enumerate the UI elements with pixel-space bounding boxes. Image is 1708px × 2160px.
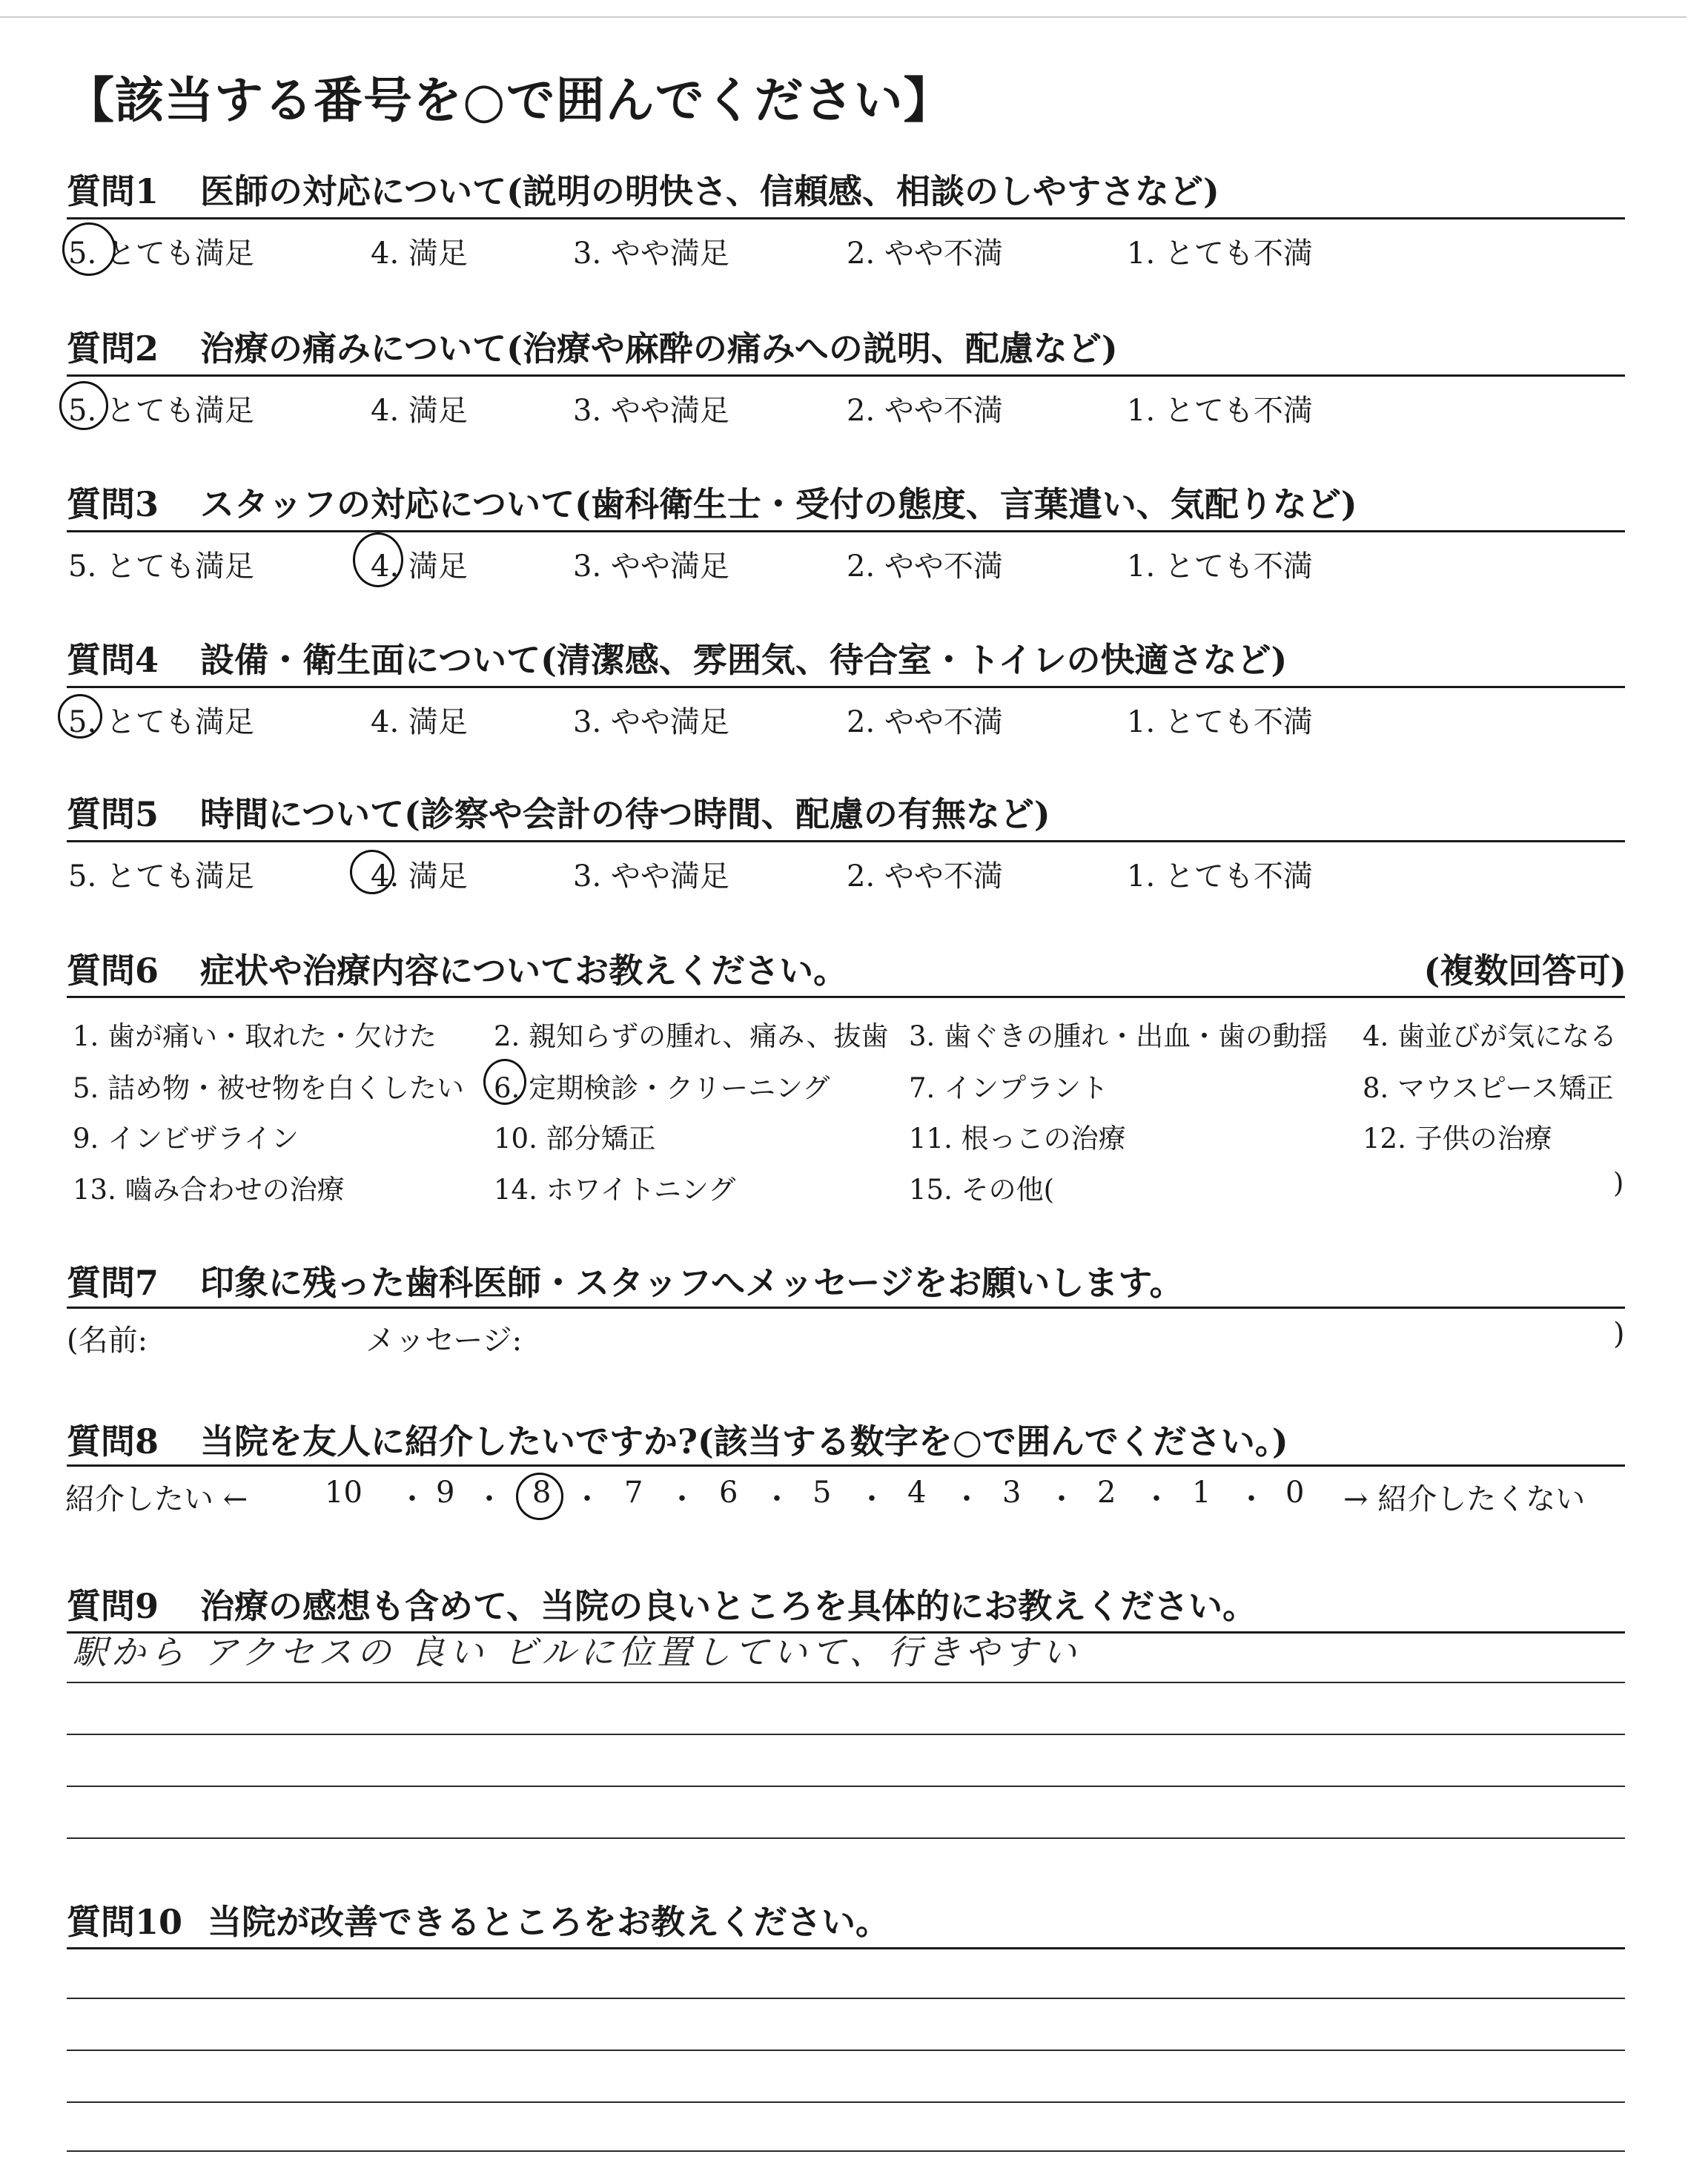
q6-item-14[interactable]: 14. ホワイトニング: [494, 1174, 736, 1206]
question-7-text: 印象に残った歯科医師・スタッフへメッセージをお願いします。: [200, 1263, 1184, 1303]
question-2-number: 質問2: [67, 328, 159, 369]
question-6-number: 質問6: [67, 951, 159, 991]
q3-option-1[interactable]: 1. とても不満: [1127, 549, 1313, 584]
q8-sep: ・: [474, 1482, 504, 1516]
question-2-title: [67, 322, 1118, 371]
q8-sep: ・: [762, 1482, 792, 1516]
q7-close-paren: ): [1613, 1317, 1625, 1351]
question-4-text: 設備・衛生面について(清潔感、雰囲気、待合室・トイレの快適さなど): [200, 640, 1288, 680]
q8-score-9[interactable]: 9: [436, 1476, 455, 1510]
q8-sep: ・: [667, 1482, 697, 1516]
question-6-text: 症状や治療内容についてお教えください。: [200, 951, 848, 991]
question-10-text: 当院が改善できるところをお教えください。: [208, 1902, 890, 1942]
q6-item-3[interactable]: 3. 歯ぐきの腫れ・出血・歯の動揺: [909, 1020, 1328, 1052]
question-5-number: 質問5: [67, 794, 159, 834]
q6-item-5[interactable]: 5. 詰め物・被せ物を白くしたい: [73, 1072, 465, 1104]
q6-item-2[interactable]: 2. 親知らずの腫れ、痛み、抜歯: [494, 1020, 889, 1052]
q3-selection-circle: [353, 532, 403, 587]
q6-item-11[interactable]: 11. 根っこの治療: [909, 1123, 1126, 1155]
q6-item-4[interactable]: 4. 歯並びが気になる: [1363, 1020, 1618, 1052]
q10-answer-line[interactable]: [67, 2050, 1625, 2051]
question-6-multiple-answer-note: (複数回答可): [1423, 951, 1626, 991]
q8-selection-circle: [516, 1473, 563, 1520]
q2-selection-circle: [59, 381, 108, 430]
q1-option-1[interactable]: 1. とても不満: [1127, 237, 1313, 271]
question-8-title: [67, 1415, 1288, 1464]
q8-sep: ・: [397, 1482, 427, 1516]
q6-item-6[interactable]: 6. 定期検診・クリーニング: [494, 1072, 830, 1104]
q10-answer-line[interactable]: [67, 2101, 1625, 2103]
question-6-rule: [67, 996, 1625, 998]
q4-option-2[interactable]: 2. やや不満: [847, 705, 1003, 739]
question-9-number: 質問9: [67, 1586, 159, 1626]
q8-sep: ・: [1237, 1482, 1266, 1516]
question-7-number: 質問7: [67, 1263, 159, 1303]
q2-option-5[interactable]: 5. とても満足: [68, 394, 254, 428]
q6-item-8[interactable]: 8. マウスピース矯正: [1363, 1072, 1614, 1104]
q9-answer-line[interactable]: [67, 1837, 1625, 1839]
question-3-rule: [67, 530, 1625, 532]
q2-option-3[interactable]: 3. やや満足: [573, 394, 729, 428]
q3-option-2[interactable]: 2. やや不満: [847, 549, 1003, 584]
q5-option-5[interactable]: 5. とても満足: [68, 859, 254, 894]
question-7-rule: [67, 1307, 1625, 1309]
q6-item-1[interactable]: 1. 歯が痛い・取れた・欠けた: [73, 1020, 437, 1052]
q6-other-close-paren: ): [1613, 1167, 1624, 1199]
q5-selection-circle: [350, 850, 394, 894]
q2-option-2[interactable]: 2. やや不満: [847, 394, 1003, 428]
question-1-rule: [67, 217, 1625, 219]
q8-score-0[interactable]: 0: [1285, 1476, 1305, 1510]
question-2-rule: [67, 374, 1625, 377]
question-3-text: スタッフの対応について(歯科衛生士・受付の態度、言葉遣い、気配りなど): [200, 484, 1357, 524]
question-5-title: [67, 787, 1050, 836]
q10-answer-line[interactable]: [67, 1998, 1625, 1999]
q8-sep: ・: [572, 1482, 602, 1516]
q6-item-15[interactable]: 15. その他(: [909, 1174, 1055, 1206]
page-top-edge: [0, 16, 1687, 18]
q6-item-9[interactable]: 9. インビザライン: [73, 1123, 299, 1155]
q8-sep: ・: [1142, 1482, 1171, 1516]
question-1-title: [67, 165, 1219, 214]
q2-option-4[interactable]: 4. 満足: [371, 394, 468, 428]
q3-option-5[interactable]: 5. とても満足: [68, 549, 254, 584]
question-1-number: 質問1: [67, 171, 159, 211]
q8-left-label: 紹介したい ←: [65, 1482, 248, 1516]
question-10-title: [67, 1895, 890, 1944]
q8-score-1[interactable]: 1: [1192, 1476, 1211, 1510]
q8-score-6[interactable]: 6: [719, 1476, 738, 1510]
question-8-rule: [67, 1464, 1625, 1467]
question-9-text: 治療の感想も含めて、当院の良いところを具体的にお教えください。: [200, 1586, 1257, 1626]
q9-answer-line[interactable]: [67, 1682, 1625, 1683]
q8-score-5[interactable]: 5: [812, 1476, 832, 1510]
q6-item-10[interactable]: 10. 部分矯正: [494, 1123, 656, 1155]
question-10-number: 質問10: [67, 1902, 183, 1942]
q5-option-2[interactable]: 2. やや不満: [847, 859, 1003, 894]
q8-score-4[interactable]: 4: [907, 1476, 927, 1510]
question-4-title: [67, 633, 1287, 682]
q1-selection-circle: [62, 222, 116, 276]
question-10-rule: [67, 1947, 1625, 1949]
q1-option-5[interactable]: 5. とても満足: [68, 237, 254, 271]
question-7-title: [67, 1256, 1184, 1305]
question-5-rule: [67, 840, 1625, 842]
question-8-text: 当院を友人に紹介したいですか?(該当する数字を○で囲んでください。): [200, 1421, 1288, 1462]
q8-score-3[interactable]: 3: [1002, 1476, 1022, 1510]
form-title: 【該当する番号を○で囲んでください】: [65, 71, 953, 129]
question-3-number: 質問3: [67, 484, 159, 524]
q7-message-label: メッセージ:: [365, 1324, 523, 1358]
q9-answer-line[interactable]: [67, 1786, 1625, 1787]
q6-item-13[interactable]: 13. 嚙み合わせの治療: [73, 1174, 345, 1206]
question-8-number: 質問8: [67, 1421, 159, 1462]
question-5-text: 時間について(診察や会計の待つ時間、配慮の有無など): [200, 794, 1050, 834]
question-2-text: 治療の痛みについて(治療や麻酔の痛みへの説明、配慮など): [200, 328, 1118, 369]
q9-answer-line[interactable]: [67, 1734, 1625, 1735]
question-3-title: [67, 478, 1357, 526]
q8-score-2[interactable]: 2: [1097, 1476, 1116, 1510]
q4-option-5[interactable]: 5. とても満足: [68, 705, 254, 739]
q2-option-1[interactable]: 1. とても不満: [1127, 394, 1313, 428]
q4-option-4[interactable]: 4. 満足: [371, 705, 468, 739]
q4-option-3[interactable]: 3. やや満足: [573, 705, 729, 739]
question-1-text: 医師の対応について(説明の明快さ、信頼感、相談のしやすさなど): [200, 171, 1219, 211]
q9-handwritten-answer: 駅から アクセスの 良い ビルに位置していて、行きやすい: [73, 1632, 1081, 1672]
q1-option-4[interactable]: 4. 満足: [371, 237, 468, 271]
q8-score-7[interactable]: 7: [624, 1476, 643, 1510]
q8-sep: ・: [857, 1482, 887, 1516]
q7-name-label: (名前:: [67, 1324, 148, 1358]
q10-answer-line[interactable]: [67, 2150, 1625, 2152]
question-9-title: [67, 1579, 1257, 1628]
q8-score-10[interactable]: 10: [325, 1476, 363, 1510]
question-4-rule: [67, 686, 1625, 688]
q4-option-1[interactable]: 1. とても不満: [1127, 705, 1313, 739]
q4-selection-circle: [58, 694, 102, 739]
q5-option-3[interactable]: 3. やや満足: [573, 859, 729, 894]
q6-selection-circle: [483, 1059, 526, 1105]
q6-item-7[interactable]: 7. インプラント: [909, 1072, 1109, 1104]
q3-option-4[interactable]: 4. 満足: [371, 549, 468, 584]
q8-sep: ・: [952, 1482, 982, 1516]
q5-option-4[interactable]: 4. 満足: [371, 859, 468, 894]
q8-sep: ・: [1047, 1482, 1076, 1516]
q8-right-label: → 紹介したくない: [1343, 1482, 1586, 1516]
q1-option-3[interactable]: 3. やや満足: [573, 237, 729, 271]
question-6-title: [67, 944, 847, 993]
q3-option-3[interactable]: 3. やや満足: [573, 549, 729, 584]
q1-option-2[interactable]: 2. やや不満: [847, 237, 1003, 271]
q6-item-12[interactable]: 12. 子供の治療: [1363, 1123, 1552, 1155]
q8-score-8[interactable]: 8: [532, 1476, 552, 1510]
question-4-number: 質問4: [67, 640, 159, 680]
q5-option-1[interactable]: 1. とても不満: [1127, 859, 1313, 894]
